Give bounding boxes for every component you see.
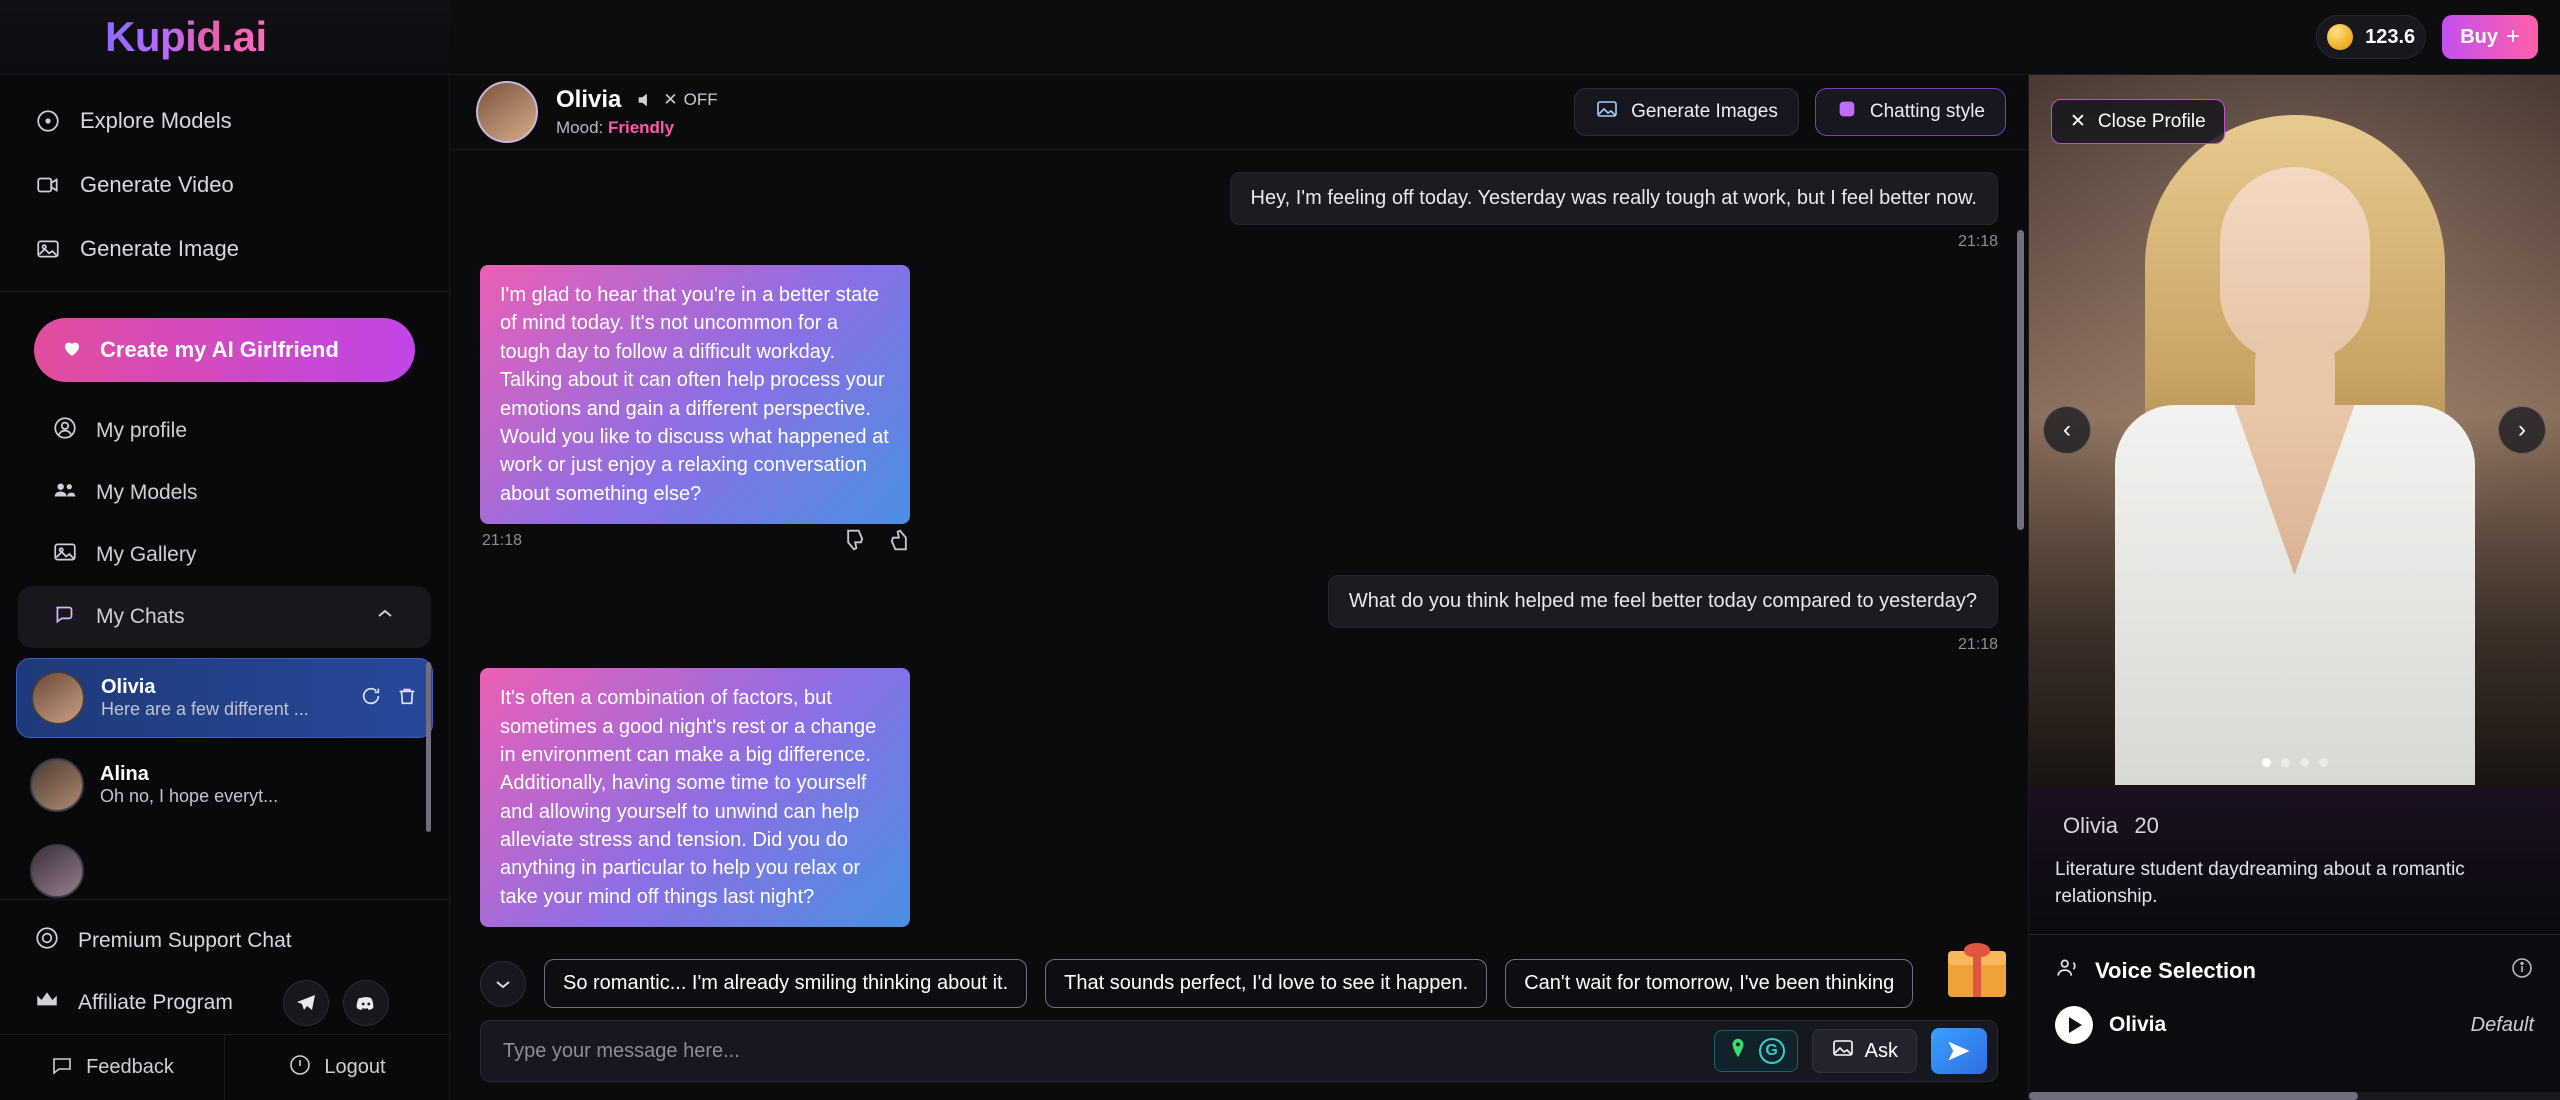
voice-icon xyxy=(2055,955,2081,986)
sidebar-item-my-models[interactable] xyxy=(0,462,449,524)
sidebar-nav-top xyxy=(0,75,449,292)
profile-panel xyxy=(2028,75,2560,1100)
suggestion-chip[interactable]: That sounds perfect, I'd love to see it happen. xyxy=(1045,959,1487,1008)
location-pin-icon[interactable] xyxy=(1727,1037,1749,1065)
photo-dot[interactable] xyxy=(2262,758,2271,767)
logout-button[interactable] xyxy=(224,1035,449,1100)
compass-icon xyxy=(34,108,62,134)
sidebar-footer xyxy=(0,1034,449,1100)
chat-column xyxy=(450,75,2028,1100)
coin-balance[interactable] xyxy=(2316,15,2426,59)
profile-info xyxy=(2029,785,2560,920)
support-icon xyxy=(34,925,60,957)
style-icon xyxy=(1836,98,1858,126)
mood-indicator xyxy=(556,118,718,138)
voice-selection-title: Voice Selection xyxy=(2095,957,2256,983)
message-bubble: It's often a combination of factors, but sometimes a good night's rest or a change in environment can make a big difference. Additionally, having some time to yourself and allowing yourself to unwind can help alleviate stress and tension. Did you do anything in particular to help you relax or take your mind off things last night? xyxy=(480,668,910,927)
image-icon xyxy=(34,236,62,262)
feedback-button[interactable] xyxy=(0,1035,224,1100)
sidebar-item-label: Generate Video xyxy=(80,172,234,197)
info-icon[interactable] xyxy=(2510,956,2534,986)
previous-photo-button[interactable]: ‹ xyxy=(2043,406,2091,454)
message-row-incoming xyxy=(480,668,1998,927)
chat-list[interactable] xyxy=(16,658,433,899)
mood-prefix: Mood: xyxy=(556,118,604,137)
sidebar-nav-mid xyxy=(0,400,449,652)
chatting-style-button[interactable] xyxy=(1815,88,2006,136)
coin-icon xyxy=(2327,24,2353,50)
buy-button-label: Buy xyxy=(2460,25,2498,48)
message-bubble: Hey, I'm feeling off today. Yesterday was really tough at work, but I feel better now. xyxy=(1230,172,1998,225)
message-row-incoming xyxy=(480,265,1998,561)
chat-item-preview: Oh no, I hope everyt... xyxy=(100,786,279,806)
chat-partner-name: Olivia xyxy=(556,86,622,113)
cta-label: Create my AI Girlfriend xyxy=(100,337,339,362)
top-bar xyxy=(0,0,2560,75)
avatar xyxy=(31,671,85,725)
chatting-style-label: Chatting style xyxy=(1869,101,1985,122)
gift-ribbon xyxy=(1973,951,1981,997)
discord-icon[interactable] xyxy=(343,980,389,1026)
list-item[interactable] xyxy=(16,746,433,824)
play-icon[interactable] xyxy=(2055,1006,2093,1044)
profile-name-text: Olivia xyxy=(2063,813,2119,838)
message-input[interactable] xyxy=(503,1040,1700,1063)
generate-images-label: Generate Images xyxy=(1631,101,1778,122)
voice-option-name: Olivia xyxy=(2109,1013,2167,1037)
app-logo[interactable]: Kupid.ai xyxy=(105,13,267,60)
suggestion-row xyxy=(450,959,2028,1020)
thumbs-up-icon[interactable] xyxy=(886,526,914,561)
heart-spark-icon xyxy=(60,335,84,365)
voice-default-label: Default xyxy=(2470,1013,2534,1036)
suggestion-chip[interactable]: So romantic... I'm already smiling thinking about it. xyxy=(544,959,1027,1008)
crown-icon xyxy=(34,987,60,1019)
mute-x-icon: ✕ xyxy=(663,90,678,109)
sidebar xyxy=(0,75,450,1100)
chat-header xyxy=(450,75,2028,150)
logout-icon xyxy=(288,1053,312,1083)
sidebar-item-label: My Models xyxy=(96,481,198,504)
sidebar-bottom xyxy=(0,899,449,1100)
photo-dots xyxy=(2262,758,2328,767)
portrait-face xyxy=(2220,167,2370,362)
photo-dot[interactable] xyxy=(2300,758,2309,767)
profile-scrollbar[interactable] xyxy=(2029,1092,2560,1100)
delete-icon[interactable] xyxy=(396,685,418,712)
chat-item-texts xyxy=(101,676,344,720)
message-timestamp: 21:18 xyxy=(1957,233,1998,250)
affiliate-label: Affiliate Program xyxy=(78,991,233,1014)
sidebar-item-explore-models[interactable] xyxy=(0,89,449,153)
suggestion-chip[interactable]: Can't wait for tomorrow, I've been thinking xyxy=(1505,959,1913,1008)
message-timestamp: 21:18 xyxy=(482,532,523,550)
photo-dot[interactable] xyxy=(2281,758,2290,767)
chat-header-info xyxy=(556,86,718,138)
avatar[interactable] xyxy=(476,81,538,143)
chat-header-name-row xyxy=(556,86,718,114)
feedback-icon xyxy=(50,1053,74,1083)
message-composer xyxy=(480,1020,1998,1082)
chat-item-name: Alina xyxy=(100,763,149,785)
app-body xyxy=(0,75,2560,1100)
sidebar-item-my-gallery[interactable] xyxy=(0,524,449,586)
message-list xyxy=(450,150,2028,959)
message-row-outgoing xyxy=(480,575,1998,654)
cta-wrap xyxy=(0,292,449,400)
logout-label: Logout xyxy=(324,1056,386,1078)
message-scrollbar[interactable] xyxy=(2017,230,2024,530)
thumbs-down-icon[interactable] xyxy=(840,526,868,561)
profile-age: 20 xyxy=(2134,813,2159,838)
sidebar-item-label: My Chats xyxy=(96,605,185,628)
close-icon: ✕ xyxy=(2070,111,2086,132)
sidebar-item-my-chats[interactable] xyxy=(18,586,431,648)
message-bubble: I'm glad to hear that you're in a better state of mind today. It's not uncommon for a tough day to follow a difficult workday. Talking about it can often help process your emotions and gain a different perspective. Would you like to discuss what happened at work or just enjoy a relaxing conversation about something else? xyxy=(480,265,910,524)
voice-option-row[interactable] xyxy=(2055,1006,2534,1044)
collapse-suggestions-button[interactable] xyxy=(480,961,526,1007)
coin-amount: 123.6 xyxy=(2365,25,2416,48)
plus-icon: + xyxy=(2505,23,2520,50)
refresh-icon[interactable] xyxy=(360,685,382,712)
affiliate-program-item[interactable] xyxy=(0,972,449,1034)
chats-icon xyxy=(52,601,78,633)
chat-item-preview: Here are a few different ... xyxy=(101,699,309,719)
sidebar-item-label: Explore Models xyxy=(80,108,232,133)
buy-button[interactable] xyxy=(2442,15,2538,59)
voice-selection-header xyxy=(2055,955,2534,986)
sidebar-item-label: Generate Image xyxy=(80,236,239,261)
voice-selection-section xyxy=(2029,934,2560,1064)
gift-bow xyxy=(1964,943,1990,957)
message-bubble: What do you think helped me feel better today compared to yesterday? xyxy=(1328,575,1998,628)
sidebar-item-generate-video[interactable] xyxy=(0,153,449,217)
chat-item-name: Olivia xyxy=(101,676,156,698)
user-icon xyxy=(52,415,78,447)
ask-label: Ask xyxy=(1864,1039,1898,1062)
avatar xyxy=(30,844,84,898)
gift-icon[interactable] xyxy=(1948,943,2006,997)
premium-support-chat-item[interactable] xyxy=(0,910,449,972)
mood-value: Friendly xyxy=(607,118,675,137)
feedback-label: Feedback xyxy=(86,1056,174,1078)
sidebar-item-my-profile[interactable] xyxy=(0,400,449,462)
ask-button[interactable] xyxy=(1812,1029,1917,1073)
list-item[interactable] xyxy=(16,832,433,899)
profile-scrollbar-thumb[interactable] xyxy=(2029,1092,2358,1100)
profile-photo xyxy=(2029,75,2560,785)
topbar-right xyxy=(2316,15,2560,59)
profile-description: Literature student daydreaming about a romantic relationship. xyxy=(2055,859,2465,907)
ask-image-icon xyxy=(1831,1036,1855,1066)
message-row-outgoing xyxy=(480,172,1998,251)
next-photo-button[interactable]: › xyxy=(2498,406,2546,454)
message-timestamp: 21:18 xyxy=(1957,636,1998,654)
sidebar-item-generate-image[interactable] xyxy=(0,217,449,281)
photo-dot[interactable] xyxy=(2319,758,2328,767)
mute-label: OFF xyxy=(683,90,718,109)
people-icon xyxy=(52,477,78,509)
chat-header-buttons xyxy=(1574,88,2006,136)
social-buttons xyxy=(283,980,415,1026)
premium-support-label: Premium Support Chat xyxy=(78,929,292,952)
generate-images-button[interactable] xyxy=(1574,88,1799,136)
close-profile-button[interactable] xyxy=(2051,99,2225,144)
sidebar-item-label: My profile xyxy=(96,419,188,442)
create-ai-girlfriend-button[interactable] xyxy=(34,318,415,382)
list-item[interactable] xyxy=(16,658,433,738)
send-button[interactable] xyxy=(1931,1028,1987,1074)
grammar-icon[interactable]: G xyxy=(1759,1038,1785,1064)
brand-zone xyxy=(0,0,450,74)
chat-item-texts xyxy=(100,763,419,807)
image-generate-icon xyxy=(1595,97,1619,127)
mute-toggle[interactable] xyxy=(635,89,717,111)
profile-name xyxy=(2055,807,2534,841)
chat-item-actions xyxy=(360,685,418,712)
avatar xyxy=(30,758,84,812)
video-icon xyxy=(34,172,62,198)
close-profile-label: Close Profile xyxy=(2097,110,2206,132)
message-reactions xyxy=(840,526,914,561)
gallery-icon xyxy=(52,539,78,571)
sidebar-item-label: My Gallery xyxy=(96,543,197,566)
telegram-icon[interactable] xyxy=(283,980,329,1026)
composer-tools[interactable] xyxy=(1714,1030,1798,1072)
chevron-up-icon[interactable] xyxy=(373,602,397,632)
chat-list-scrollbar[interactable] xyxy=(426,662,431,832)
